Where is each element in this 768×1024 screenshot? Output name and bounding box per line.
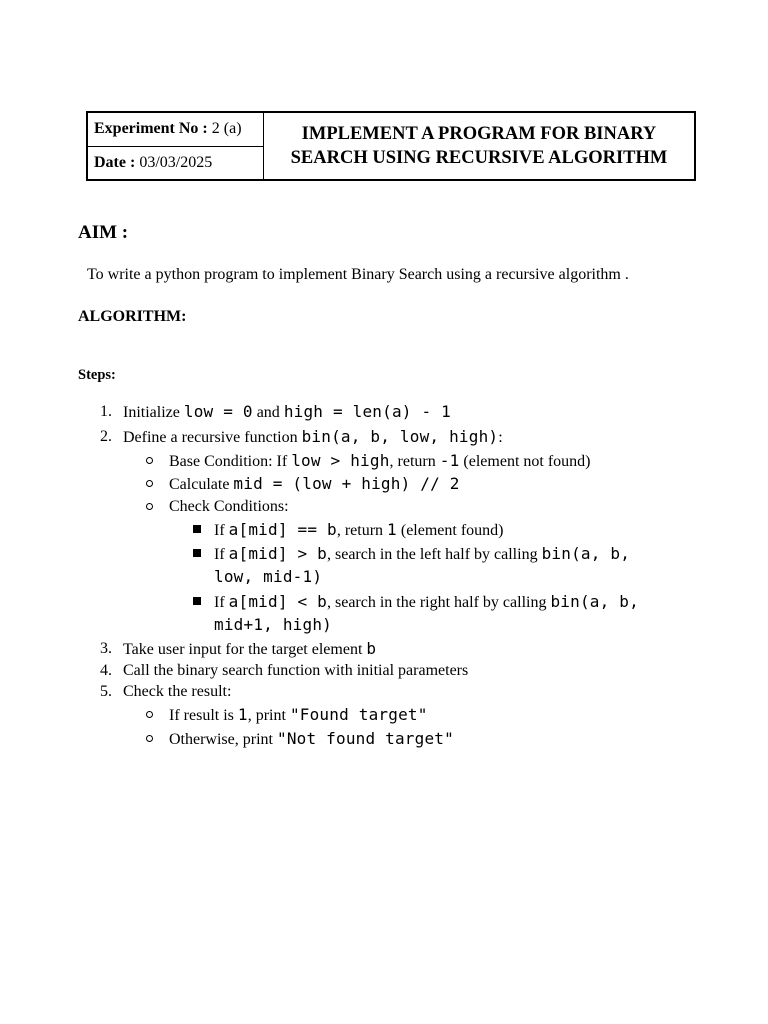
text: and: [252, 404, 284, 421]
code: low > high: [291, 451, 390, 470]
algorithm-heading: ALGORITHM:: [78, 308, 187, 325]
list-item: [100, 638, 112, 660]
text: , return: [389, 453, 440, 470]
code: a[mid] > b: [228, 544, 327, 563]
code: "Found target": [289, 705, 428, 724]
text: Define a recursive function: [123, 429, 302, 446]
list-number: 2.: [100, 428, 112, 445]
text: If: [214, 546, 229, 563]
list-item-text: [123, 401, 451, 424]
list-item-text: [169, 704, 428, 727]
code: 1: [387, 520, 397, 539]
steps-heading: Steps:: [78, 367, 116, 383]
list-item-text: [214, 543, 630, 566]
text: (element not found): [459, 453, 591, 470]
circle-bullet-icon: [146, 735, 153, 742]
experiment-number: [88, 113, 263, 146]
list-item-text: [169, 496, 289, 518]
square-bullet-icon: [193, 549, 201, 557]
experiment-date: [88, 146, 263, 180]
text: Check Conditions:: [169, 498, 289, 515]
list-item-text: [123, 681, 231, 703]
code: b: [366, 639, 377, 658]
code: mid = (low + high) // 2: [233, 474, 460, 493]
text: Check the result:: [123, 683, 232, 700]
text: , search in the left half by calling: [326, 546, 542, 563]
text: :: [498, 429, 503, 446]
square-bullet-icon: [193, 597, 201, 605]
text: If result is: [169, 707, 238, 724]
text: Take user input for the target element: [123, 641, 367, 658]
list-item-text: [214, 519, 504, 542]
experiment-value: 2 (a): [211, 120, 242, 138]
list-item-text-continued: [214, 566, 322, 589]
list-item-text: [169, 728, 454, 751]
text: Calculate: [169, 476, 234, 493]
date-value: 03/03/2025: [139, 153, 213, 171]
title-line-1: IMPLEMENT A PROGRAM FOR BINARY: [301, 124, 657, 144]
text: , print: [247, 707, 290, 724]
code: a[mid] < b: [228, 592, 327, 611]
list-item-text: [123, 660, 468, 682]
circle-bullet-icon: [146, 503, 153, 510]
list-item-text: [169, 450, 591, 473]
code: bin(a, b, low, high): [301, 427, 499, 446]
circle-bullet-icon: [146, 711, 153, 718]
list-item-text: [214, 591, 639, 614]
code: bin(a, b,: [550, 592, 639, 611]
text: , search in the right half by calling: [326, 594, 551, 611]
code: bin(a, b,: [541, 544, 631, 563]
circle-bullet-icon: [146, 480, 153, 487]
square-bullet-icon: [193, 525, 201, 533]
text: Initialize: [123, 404, 184, 421]
list-number: 1.: [100, 403, 112, 420]
list-item-text: [123, 638, 376, 661]
experiment-label: Experiment No :: [94, 120, 208, 138]
code: low = 0: [183, 402, 253, 421]
aim-text: To write a python program to implement Binary Search using a recursive algorithm .: [87, 266, 629, 283]
list-item: [100, 401, 112, 423]
list-number: 5.: [100, 683, 112, 700]
list-item-text: [169, 473, 460, 496]
title-line-2: SEARCH USING RECURSIVE ALGORITHM: [290, 148, 668, 168]
list-number: 4.: [100, 662, 112, 679]
text: Otherwise, print: [169, 731, 277, 748]
code: a[mid] == b: [228, 520, 337, 539]
text: (element found): [396, 522, 504, 539]
list-item-text-continued: [214, 614, 332, 637]
header-meta: [88, 113, 264, 179]
date-label: Date :: [94, 153, 136, 171]
code: mid+1, high): [214, 615, 332, 634]
list-item: [100, 660, 112, 682]
code: -1: [439, 451, 460, 470]
experiment-title: [264, 113, 694, 179]
code: "Not found target": [276, 729, 454, 748]
list-number: 3.: [100, 640, 112, 657]
code: high = len(a) - 1: [283, 402, 451, 421]
header-table: [86, 111, 696, 181]
text: , return: [336, 522, 388, 539]
circle-bullet-icon: [146, 457, 153, 464]
code: 1: [237, 705, 248, 724]
text: Base Condition: If: [169, 453, 292, 470]
list-item: [100, 426, 112, 448]
list-item: [100, 681, 112, 703]
list-item-text: [123, 426, 503, 449]
code: low, mid-1): [214, 567, 323, 586]
text: If: [214, 522, 229, 539]
text: Call the binary search function with initial parameters: [123, 662, 469, 679]
aim-heading: AIM :: [78, 222, 129, 243]
text: If: [214, 594, 229, 611]
